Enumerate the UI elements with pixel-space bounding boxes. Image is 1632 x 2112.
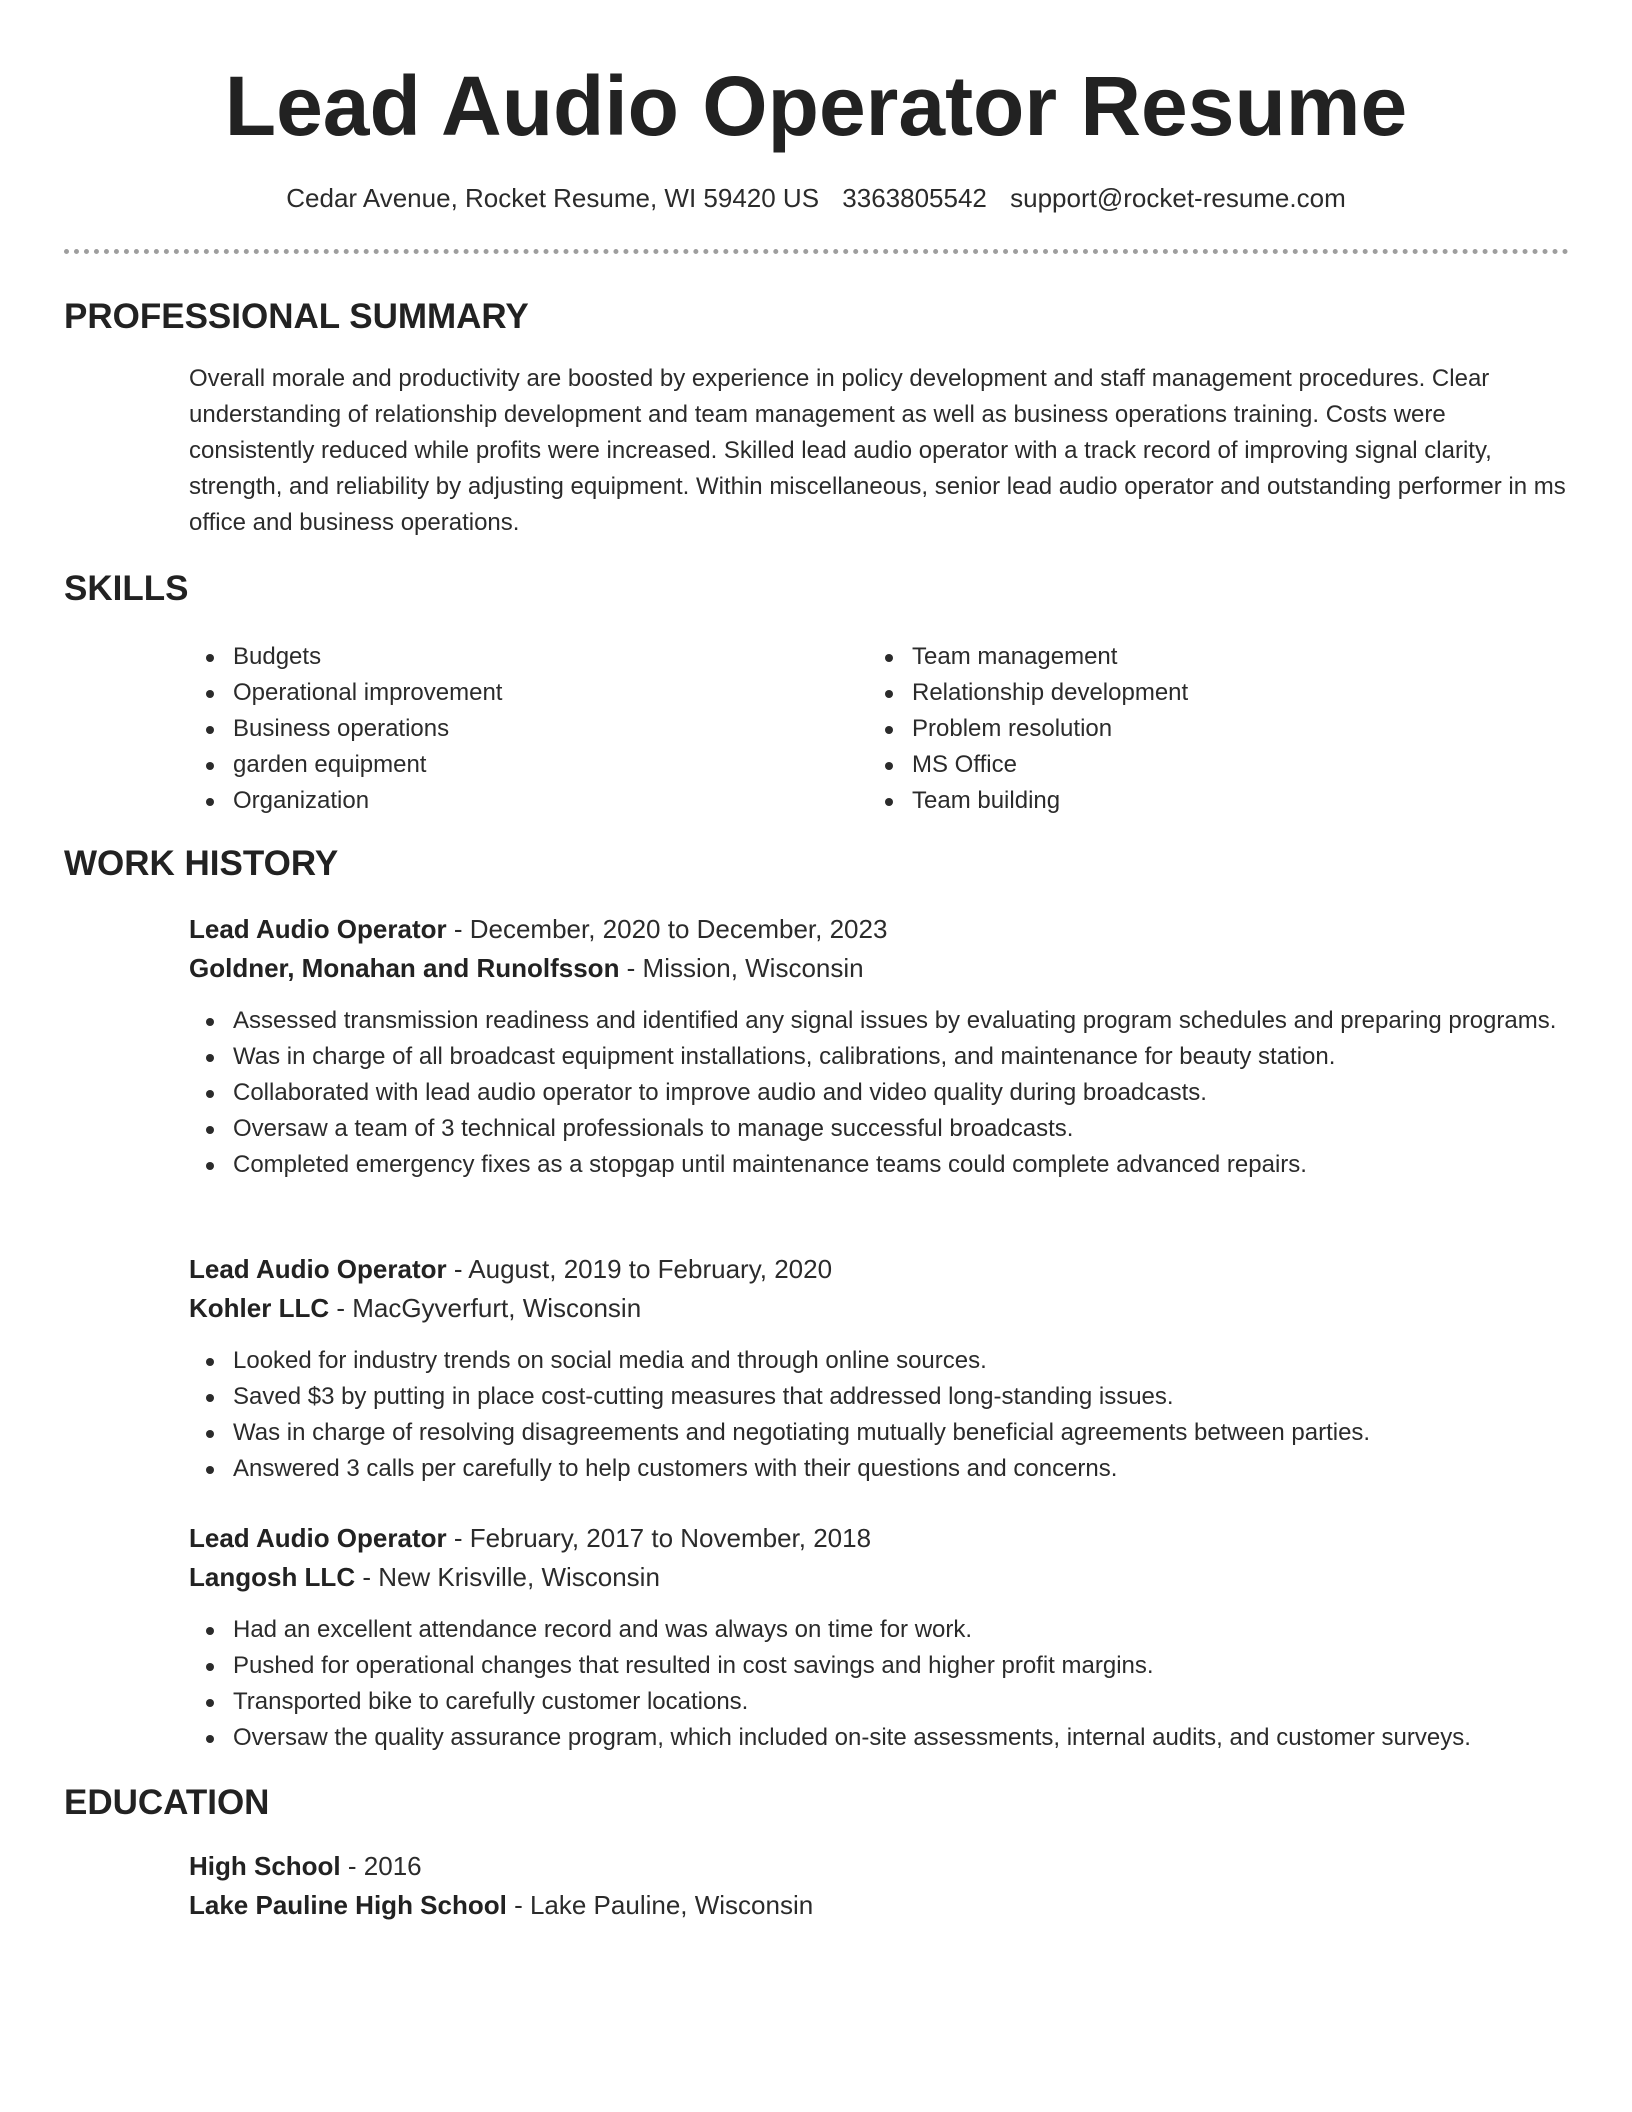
job-dates: - August, 2019 to February, 2020 bbox=[446, 1254, 833, 1284]
job-location: - MacGyverfurt, Wisconsin bbox=[329, 1293, 642, 1323]
header-divider bbox=[64, 249, 1569, 254]
job-location: - New Krisville, Wisconsin bbox=[355, 1562, 660, 1592]
job-title-line bbox=[189, 1519, 1569, 1558]
job-title: Lead Audio Operator bbox=[189, 914, 447, 944]
job-bullet: Was in charge of resolving disagreements and negotiating mutually beneficial agreements between parties. bbox=[189, 1415, 1569, 1451]
job-title: Lead Audio Operator bbox=[189, 1523, 447, 1553]
job-bullets bbox=[189, 1612, 1569, 1756]
job-bullet: Oversaw the quality assurance program, which included on-site assessments, internal audits, and customer surveys. bbox=[189, 1720, 1569, 1756]
skill-item: Relationship development bbox=[868, 675, 1508, 711]
job-location: - Mission, Wisconsin bbox=[619, 953, 864, 983]
contact-phone: 3363805542 bbox=[842, 183, 987, 213]
skills-list-right bbox=[868, 639, 1508, 819]
job-company-line bbox=[189, 1558, 1569, 1597]
job-bullet: Oversaw a team of 3 technical professionals to manage successful broadcasts. bbox=[189, 1111, 1569, 1147]
job-company: Langosh LLC bbox=[189, 1562, 356, 1592]
job-entry bbox=[189, 1519, 1569, 1756]
job-bullet: Pushed for operational changes that resulted in cost savings and higher profit margins. bbox=[189, 1648, 1569, 1684]
education-entry bbox=[189, 1847, 1569, 1925]
skills-column-left bbox=[189, 639, 829, 819]
skill-item: Problem resolution bbox=[868, 711, 1508, 747]
job-bullet: Answered 3 calls per carefully to help customers with their questions and concerns. bbox=[189, 1451, 1569, 1487]
job-bullet: Looked for industry trends on social media and through online sources. bbox=[189, 1343, 1569, 1379]
skill-item: MS Office bbox=[868, 747, 1508, 783]
resume-title: Lead Audio Operator Resume bbox=[224, 59, 1408, 153]
job-entry bbox=[189, 910, 1569, 1183]
job-bullets bbox=[189, 1003, 1569, 1183]
education-location: - Lake Pauline, Wisconsin bbox=[506, 1890, 814, 1920]
job-bullet: Assessed transmission readiness and identified any signal issues by evaluating program schedules and preparing programs. bbox=[189, 1003, 1569, 1039]
summary-heading: PROFESSIONAL SUMMARY bbox=[64, 297, 529, 336]
skill-item: Budgets bbox=[189, 639, 829, 675]
job-company: Kohler LLC bbox=[189, 1293, 330, 1323]
education-school-line bbox=[189, 1886, 1569, 1925]
contact-address: Cedar Avenue, Rocket Resume, WI 59420 US bbox=[286, 183, 820, 213]
job-dates: - February, 2017 to November, 2018 bbox=[446, 1523, 872, 1553]
skill-item: garden equipment bbox=[189, 747, 829, 783]
education-degree-line bbox=[189, 1847, 1569, 1886]
skills-list-left bbox=[189, 639, 829, 819]
job-company-line bbox=[189, 1289, 1569, 1328]
education-heading: EDUCATION bbox=[64, 1783, 270, 1822]
job-entry bbox=[189, 1250, 1569, 1487]
contact-line bbox=[0, 180, 1632, 216]
job-title: Lead Audio Operator bbox=[189, 1254, 447, 1284]
skills-heading: SKILLS bbox=[64, 569, 189, 608]
job-title-line bbox=[189, 1250, 1569, 1289]
skill-item: Operational improvement bbox=[189, 675, 829, 711]
job-bullet: Completed emergency fixes as a stopgap until maintenance teams could complete advanced repairs. bbox=[189, 1147, 1569, 1183]
skill-item: Organization bbox=[189, 783, 829, 819]
job-dates: - December, 2020 to December, 2023 bbox=[446, 914, 888, 944]
job-bullets bbox=[189, 1343, 1569, 1487]
job-bullet: Collaborated with lead audio operator to improve audio and video quality during broadcasts. bbox=[189, 1075, 1569, 1111]
job-company-line bbox=[189, 949, 1569, 988]
education-degree: High School bbox=[189, 1851, 341, 1881]
job-bullet: Saved $3 by putting in place cost-cutting measures that addressed long-standing issues. bbox=[189, 1379, 1569, 1415]
skill-item: Team building bbox=[868, 783, 1508, 819]
job-company: Goldner, Monahan and Runolfsson bbox=[189, 953, 620, 983]
skill-item: Business operations bbox=[189, 711, 829, 747]
summary-text: Overall morale and productivity are boosted by experience in policy development and staff management procedures. Clear understanding of relationship development and team management as well as business operations training. Costs were consistently reduced while profits were increased. Skilled lead audio operator with a track record of improving signal clarity, strength, and reliability by adjusting equipment. Within miscellaneous, senior lead audio operator and outstanding performer in ms office and business operations. bbox=[189, 365, 1566, 536]
contact-email: support@rocket-resume.com bbox=[1010, 183, 1346, 213]
job-bullet: Transported bike to carefully customer locations. bbox=[189, 1684, 1569, 1720]
job-title-line bbox=[189, 910, 1569, 949]
work-history-heading: WORK HISTORY bbox=[64, 844, 339, 883]
job-bullet: Had an excellent attendance record and was always on time for work. bbox=[189, 1612, 1569, 1648]
job-bullet: Was in charge of all broadcast equipment installations, calibrations, and maintenance for beauty station. bbox=[189, 1039, 1569, 1075]
skills-column-right bbox=[868, 639, 1508, 819]
education-school: Lake Pauline High School bbox=[189, 1890, 507, 1920]
skill-item: Team management bbox=[868, 639, 1508, 675]
education-year: - 2016 bbox=[340, 1851, 422, 1881]
